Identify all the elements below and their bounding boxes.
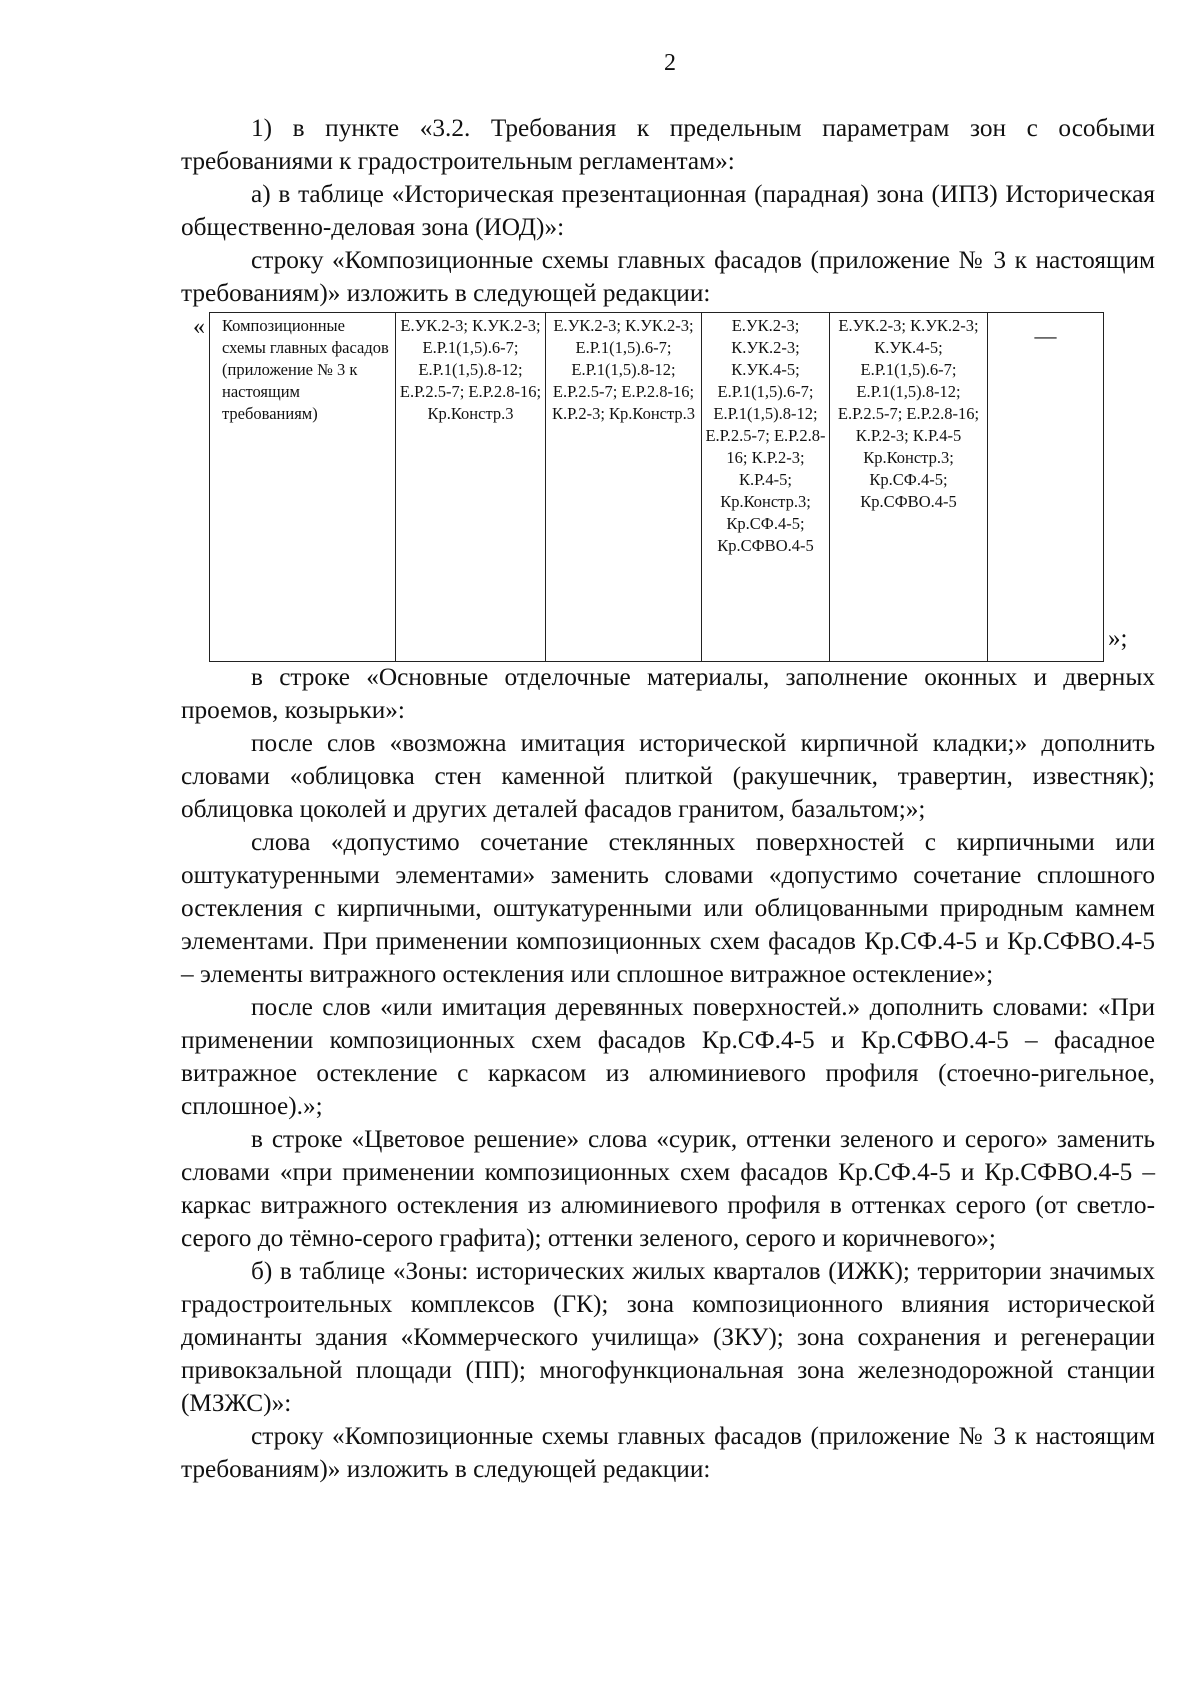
table-row [210, 313, 1104, 662]
table-cell: Е.УК.2-3; К.УК.2-3; К.УК.4-5; Е.Р.1(1,5).6-7; Е.Р.1(1,5).8-12; Е.Р.2.5-7; Е.Р.2.8-16; К.Р.2-3; К.Р.4-5; Кр.Констр.3; Кр.СФ.4-5; Кр.СФВО.4-5 [702, 313, 830, 662]
paragraph: после слов «возможна имитация исторической кирпичной кладки;» дополнить словами «облицовка стен каменной плиткой (ракушечник, травертин, известняк); облицовка цоколей и других деталей фасадов гранитом, базальтом;»; [181, 729, 1155, 823]
table-cell: Е.УК.2-3; К.УК.2-3; Е.Р.1(1,5).6-7; Е.Р.1(1,5).8-12; Е.Р.2.5-7; Е.Р.2.8-16; Кр.Констр.3 [396, 313, 546, 662]
paragraph: после слов «или имитация деревянных поверхностей.» дополнить словами: «При применении композиционных схем фасадов Кр.СФ.4-5 и Кр.СФВО.4-5 – фасадное витражное остекление с каркасом из алюминиевого профиля (стоечно-ригельное, сплошное).»; [181, 993, 1155, 1120]
table-cell: Е.УК.2-3; К.УК.2-3; К.УК.4-5; Е.Р.1(1,5).6-7; Е.Р.1(1,5).8-12; Е.Р.2.5-7; Е.Р.2.8-16; К.Р.2-3; К.Р.4-5 Кр.Констр.3; Кр.СФ.4-5; Кр.СФВО.4-5 [830, 313, 988, 662]
table-cell: Е.УК.2-3; К.УК.2-3; Е.Р.1(1,5).6-7; Е.Р.1(1,5).8-12; Е.Р.2.5-7; Е.Р.2.8-16; К.Р.2-3; Кр.Констр.3 [546, 313, 702, 662]
quote-close: »; [1108, 625, 1128, 652]
paragraph: в строке «Цветовое решение» слова «сурик, оттенки зеленого и серого» заменить словами «при применении композиционных схем фасадов Кр.СФ.4-5 и Кр.СФВО.4-5 – каркас витражного остекления из алюминиевого профиля в оттенках серого (от светло-серого до тёмно-серого графита); оттенки зеленого, серого и коричневого»; [181, 1125, 1155, 1252]
paragraph: слова «допустимо сочетание стеклянных поверхностей с кирпичными или оштукатуренными элементами» заменить словами «допустимо сочетание сплошного остекления с кирпичными, оштукатуренными или облицованными природным камнем элементами. При применении композиционных схем фасадов Кр.СФ.4-5 и Кр.СФВО.4-5 – элементы витражного остекления или сплошное витражное остекление»; [181, 828, 1155, 988]
table-cell-label: Композиционные схемы главных фасадов (приложение № 3 к настоящим требованиям) [210, 313, 396, 662]
paragraph: в строке «Основные отделочные материалы, заполнение оконных и дверных проемов, козырьки»: [181, 663, 1155, 724]
quote-open: « [193, 314, 205, 340]
table-cell-dash: — [988, 313, 1104, 662]
facade-table [209, 312, 1104, 662]
paragraph: б) в таблице «Зоны: исторических жилых кварталов (ИЖК); территории значимых градостроительных комплексов (ГК); зона композиционного влияния исторической доминанты здания «Коммерческого училища» (ЗКУ); зона сохранения и регенерации привокзальной площади (ПП); многофункциональная зона железнодорожной станции (МЗЖС)»: [181, 1257, 1155, 1417]
intro-text [181, 112, 1155, 310]
paragraph: 1) в пункте «3.2. Требования к предельным параметрам зон с особыми требованиями к градостроительным регламентам»: [181, 114, 1155, 175]
paragraph: а) в таблице «Историческая презентационная (парадная) зона (ИПЗ) Историческая общественно-деловая зона (ИОД)»: [181, 180, 1155, 241]
paragraph: строку «Композиционные схемы главных фасадов (приложение № 3 к настоящим требованиям)» изложить в следующей редакции: [181, 246, 1155, 307]
body-text [181, 661, 1155, 1486]
page-number: 2 [664, 50, 676, 76]
paragraph: строку «Композиционные схемы главных фасадов (приложение № 3 к настоящим требованиям)» изложить в следующей редакции: [181, 1422, 1155, 1483]
